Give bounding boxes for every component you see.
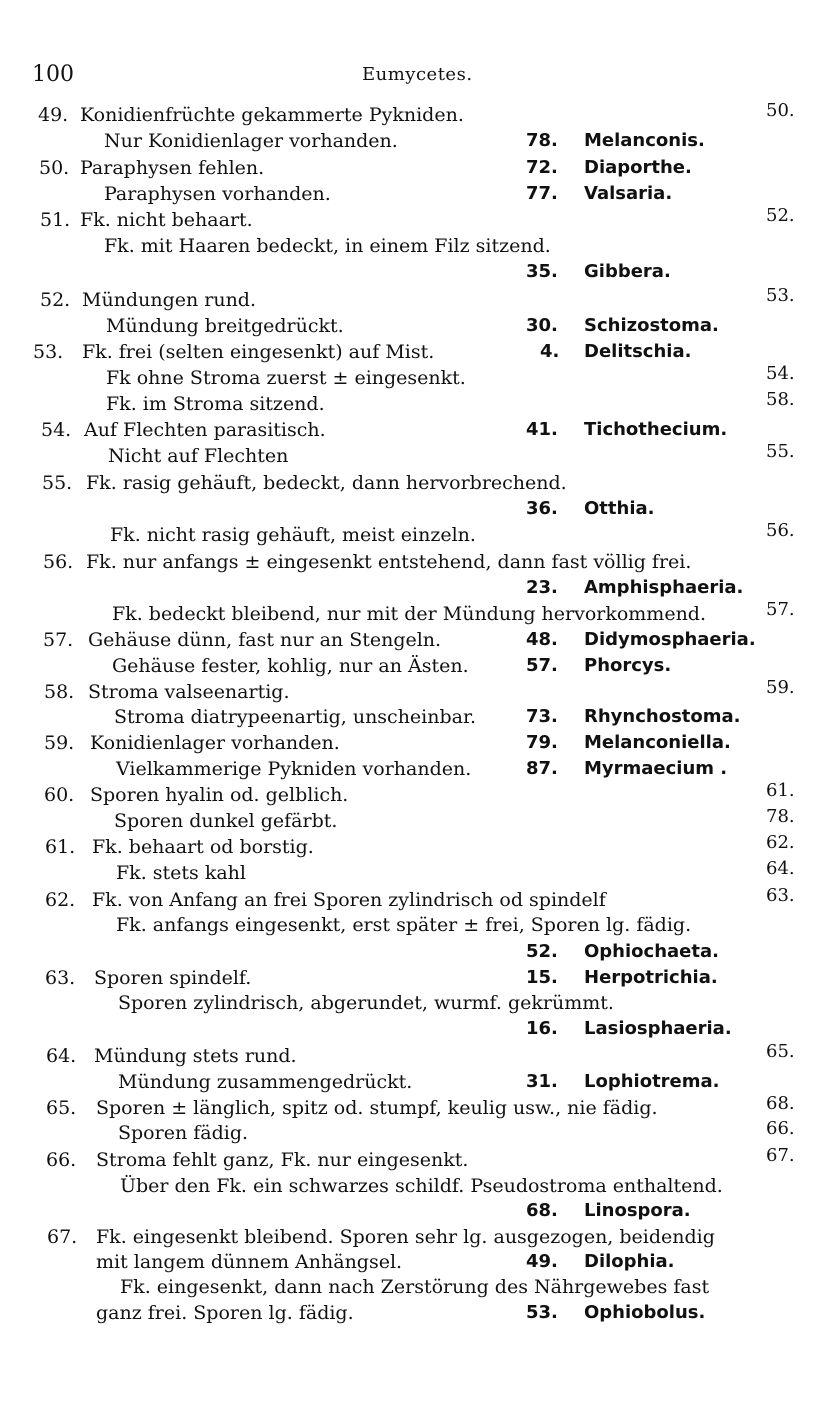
key-statement: Fk. mit Haaren bedeckt, in einem Filz sitzend. bbox=[104, 235, 551, 257]
key-statement: Mündungen rund. bbox=[82, 289, 257, 311]
genus-number: 73. bbox=[526, 706, 558, 727]
cross-reference: 67. bbox=[766, 1145, 795, 1166]
cross-reference: 54. bbox=[766, 363, 795, 384]
genus-number: 52. bbox=[526, 941, 558, 962]
cross-reference: 57. bbox=[766, 599, 795, 620]
key-statement: Sporen spindelf. bbox=[94, 967, 252, 989]
cross-reference: 78. bbox=[766, 806, 795, 827]
cross-reference: 52. bbox=[766, 205, 795, 226]
cross-reference: 68. bbox=[766, 1093, 795, 1114]
genus-name: Amphisphaeria. bbox=[584, 577, 744, 598]
entry-number: 65. bbox=[46, 1097, 77, 1119]
key-statement: Sporen dunkel gefärbt. bbox=[114, 810, 338, 832]
key-statement: Stroma fehlt ganz, Fk. nur eingesenkt. bbox=[96, 1149, 469, 1171]
key-statement: Fk. im Stroma sitzend. bbox=[106, 393, 325, 415]
genus-name: Herpotrichia. bbox=[584, 967, 718, 988]
genus-number: 15. bbox=[526, 967, 558, 988]
cross-reference: 66. bbox=[766, 1118, 795, 1139]
genus-name: Melanconis. bbox=[584, 130, 705, 151]
genus-number: 23. bbox=[526, 577, 558, 598]
cross-reference: 64. bbox=[766, 858, 795, 879]
key-statement: Gehäuse fester, kohlig, nur an Ästen. bbox=[112, 655, 469, 677]
genus-name: Linospora. bbox=[584, 1200, 691, 1221]
genus-name: Ophiobolus. bbox=[584, 1302, 706, 1323]
genus-number: 41. bbox=[526, 419, 558, 440]
entry-number: 55. bbox=[42, 472, 73, 494]
key-statement: Fk. bedeckt bleibend, nur mit der Mündung hervorkommend. bbox=[112, 603, 707, 625]
genus-name: Otthia. bbox=[584, 498, 655, 519]
genus-name: Rhynchostoma. bbox=[584, 706, 741, 727]
genus-number: 48. bbox=[526, 629, 558, 650]
genus-number: 30. bbox=[526, 315, 558, 336]
entry-number: 51. bbox=[40, 209, 71, 231]
entry-number: 49. bbox=[38, 104, 69, 126]
key-statement: Fk. nicht behaart. bbox=[80, 209, 253, 231]
entry-number: 50. bbox=[39, 157, 70, 179]
entry-number: 54. bbox=[41, 419, 72, 441]
genus-name: Phorcys. bbox=[584, 655, 672, 676]
key-statement: Sporen hyalin od. gelblich. bbox=[90, 784, 349, 806]
cross-reference: 63. bbox=[766, 885, 795, 906]
key-statement: Vielkammerige Pykniden vorhanden. bbox=[116, 758, 472, 780]
key-statement: Auf Flechten parasitisch. bbox=[84, 419, 326, 441]
genus-name: Schizostoma. bbox=[584, 315, 719, 336]
key-statement: Stroma valseenartig. bbox=[88, 681, 290, 703]
genus-number: 77. bbox=[526, 183, 558, 204]
key-statement: Fk. anfangs eingesenkt, erst später ± frei, Sporen lg. fädig. bbox=[116, 914, 692, 936]
key-statement: ganz frei. Sporen lg. fädig. bbox=[96, 1302, 354, 1324]
key-statement: Mündung stets rund. bbox=[94, 1045, 297, 1067]
key-statement: Fk. frei (selten eingesenkt) auf Mist. bbox=[82, 341, 435, 363]
genus-name: Didymosphaeria. bbox=[584, 629, 756, 650]
entry-number: 56. bbox=[43, 551, 74, 573]
entry-number: 58. bbox=[44, 681, 75, 703]
entry-number: 64. bbox=[46, 1045, 77, 1067]
genus-name: Diaporthe. bbox=[584, 157, 692, 178]
key-statement: Paraphysen vorhanden. bbox=[104, 183, 331, 205]
key-statement: Konidienlager vorhanden. bbox=[90, 732, 340, 754]
genus-number: 72. bbox=[526, 157, 558, 178]
cross-reference: 59. bbox=[766, 677, 795, 698]
page-number: 100 bbox=[32, 62, 74, 87]
genus-number: 31. bbox=[526, 1071, 558, 1092]
cross-reference: 50. bbox=[766, 100, 795, 121]
genus-number: 35. bbox=[526, 261, 558, 282]
key-statement: Gehäuse dünn, fast nur an Stengeln. bbox=[88, 629, 442, 651]
genus-number: 57. bbox=[526, 655, 558, 676]
genus-number: 78. bbox=[526, 130, 558, 151]
entry-number: 66. bbox=[46, 1149, 77, 1171]
key-statement: Über den Fk. ein schwarzes schildf. Pseudostroma enthaltend. bbox=[120, 1175, 723, 1197]
genus-name: Lasiosphaeria. bbox=[584, 1018, 732, 1039]
genus-name: Ophiochaeta. bbox=[584, 941, 719, 962]
genus-number: 4. bbox=[540, 341, 560, 362]
key-statement: Nur Konidienlager vorhanden. bbox=[104, 130, 398, 152]
genus-name: Delitschia. bbox=[584, 341, 692, 362]
genus-name: Valsaria. bbox=[584, 183, 673, 204]
key-statement: Paraphysen fehlen. bbox=[80, 157, 265, 179]
entry-number: 59. bbox=[44, 732, 75, 754]
entry-number: 53. bbox=[33, 341, 64, 363]
key-statement: Fk. nicht rasig gehäuft, meist einzeln. bbox=[110, 524, 476, 546]
cross-reference: 53. bbox=[766, 285, 795, 306]
genus-number: 16. bbox=[526, 1018, 558, 1039]
key-statement: Fk. stets kahl bbox=[116, 862, 246, 884]
cross-reference: 58. bbox=[766, 389, 795, 410]
key-statement: Sporen zylindrisch, abgerundet, wurmf. gekrümmt. bbox=[118, 992, 614, 1014]
key-statement: mit langem dünnem Anhängsel. bbox=[96, 1251, 403, 1273]
genus-number: 68. bbox=[526, 1200, 558, 1221]
key-statement: Fk. nur anfangs ± eingesenkt entstehend, dann fast völlig frei. bbox=[86, 551, 692, 573]
key-statement: Mündung breitgedrückt. bbox=[106, 315, 344, 337]
genus-name: Gibbera. bbox=[584, 261, 671, 282]
cross-reference: 61. bbox=[766, 780, 795, 801]
key-statement: Fk. rasig gehäuft, bedeckt, dann hervorbrechend. bbox=[86, 472, 567, 494]
key-statement: Mündung zusammengedrückt. bbox=[118, 1071, 413, 1093]
entry-number: 67. bbox=[47, 1226, 78, 1248]
key-statement: Fk. von Anfang an frei Sporen zylindrisch od spindelf bbox=[92, 889, 606, 911]
genus-number: 49. bbox=[526, 1251, 558, 1272]
running-title: Eumycetes. bbox=[362, 64, 473, 85]
genus-number: 53. bbox=[526, 1302, 558, 1323]
genus-name: Tichothecium. bbox=[584, 419, 728, 440]
entry-number: 52. bbox=[40, 289, 71, 311]
entry-number: 63. bbox=[45, 967, 76, 989]
entry-number: 62. bbox=[45, 889, 76, 911]
cross-reference: 56. bbox=[766, 520, 795, 541]
cross-reference: 55. bbox=[766, 441, 795, 462]
entry-number: 61. bbox=[45, 836, 76, 858]
key-statement: Stroma diatrypeenartig, unscheinbar. bbox=[114, 706, 477, 728]
key-statement: Sporen ± länglich, spitz od. stumpf, keulig usw., nie fädig. bbox=[96, 1097, 658, 1119]
key-statement: Nicht auf Flechten bbox=[108, 445, 289, 467]
genus-number: 87. bbox=[526, 758, 558, 779]
key-statement: Konidienfrüchte gekammerte Pykniden. bbox=[80, 104, 464, 126]
genus-name: Dilophia. bbox=[584, 1251, 675, 1272]
cross-reference: 65. bbox=[766, 1041, 795, 1062]
key-statement: Fk ohne Stroma zuerst ± eingesenkt. bbox=[106, 367, 466, 389]
genus-number: 79. bbox=[526, 732, 558, 753]
cross-reference: 62. bbox=[766, 832, 795, 853]
key-statement: Sporen fädig. bbox=[118, 1122, 249, 1144]
genus-name: Melanconiella. bbox=[584, 732, 731, 753]
genus-name: Myrmaecium . bbox=[584, 758, 728, 779]
key-statement: Fk. eingesenkt, dann nach Zerstörung des Nährgewebes fast bbox=[120, 1276, 710, 1298]
entry-number: 60. bbox=[44, 784, 75, 806]
entry-number: 57. bbox=[43, 629, 74, 651]
genus-number: 36. bbox=[526, 498, 558, 519]
key-statement: Fk. behaart od borstig. bbox=[92, 836, 314, 858]
key-statement: Fk. eingesenkt bleibend. Sporen sehr lg. ausgezogen, beidendig bbox=[96, 1226, 715, 1248]
genus-name: Lophiotrema. bbox=[584, 1071, 720, 1092]
